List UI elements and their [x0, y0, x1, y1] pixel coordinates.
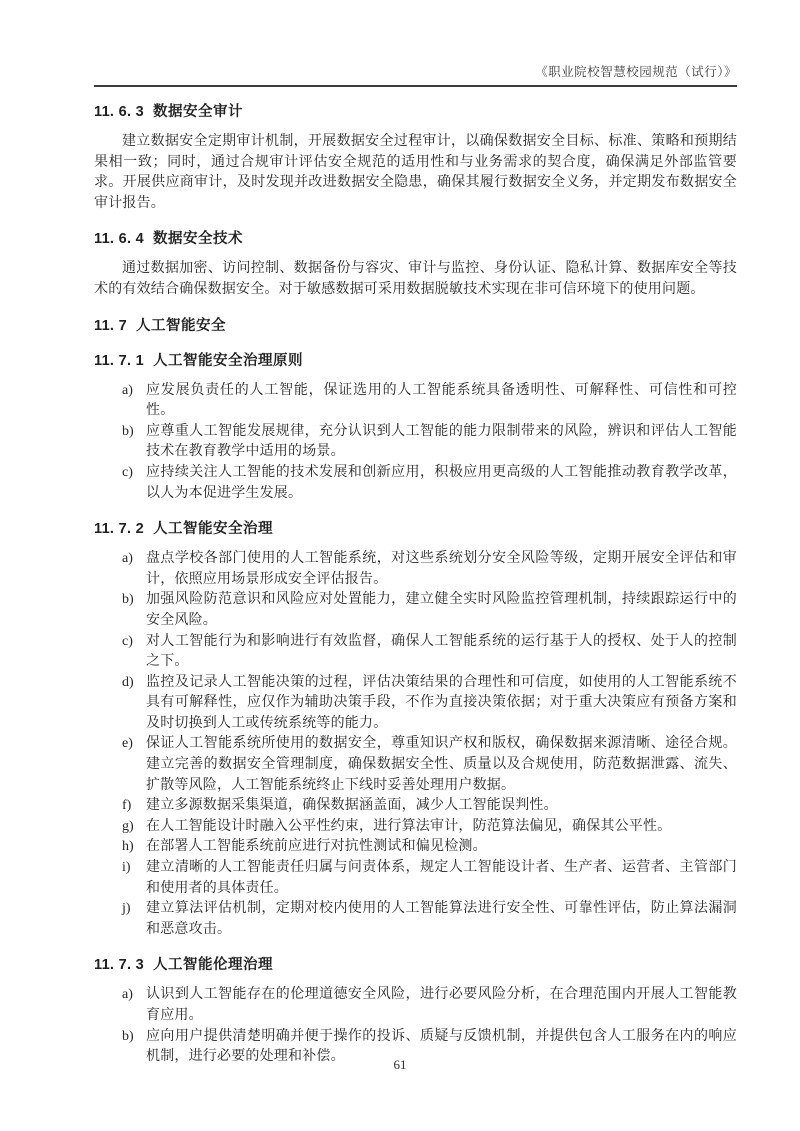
section-title: 人工智能伦理治理 [152, 957, 273, 974]
section-title: 数据安全技术 [152, 231, 243, 248]
section-heading-11-7 [94, 316, 737, 336]
list-item [122, 858, 737, 899]
list-item-text: 在人工智能设计时融入公平性约束，进行算法审计，防范算法偏见，确保其公平性。 [146, 818, 672, 834]
document-title: 《职业院校智慧校园规范（试行）》 [535, 65, 737, 79]
section-number: 11. 7. 3 [94, 957, 144, 974]
section-number: 11. 7. 1 [94, 352, 144, 369]
section-title: 人工智能安全治理原则 [152, 352, 303, 369]
list-item-text: 应尊重人工智能发展规律，充分认识到人工智能的能力限制带来的风险，辨识和评估人工智能技术在教育教学中适用的场景。 [146, 423, 737, 460]
list-item-marker: f) [122, 798, 132, 814]
paragraph-data-security-technology: 通过数据加密、访问控制、数据备份与容灾、审计与监控、身份认证、隐私计算、数据库安全等技术的有效结合确保数据安全。对于敏感数据可采用数据脱敏技术实现在非可信环境下的使用问题。 [94, 261, 737, 297]
section-heading-11-6-3 [94, 102, 737, 122]
clause-list-11-7-2 [122, 549, 737, 940]
page-footer [0, 1057, 800, 1073]
list-item [122, 899, 737, 940]
list-item-text: 保证人工智能系统所使用的数据安全，尊重知识产权和版权，确保数据来源清晰、途径合规。建立完善的数据安全管理制度，确保数据安全性、质量以及合规使用，防范数据泄露、流失、扩散等风险，人工智能系统终止下线时妥善处理用户数据。 [146, 736, 737, 793]
section-number: 11. 6. 3 [94, 104, 144, 120]
section-heading-11-7-1 [94, 351, 737, 371]
section-title: 人工智能安全 [135, 317, 226, 334]
running-header [94, 62, 737, 87]
list-item [122, 817, 737, 838]
list-item-text: 应发展负责任的人工智能，保证选用的人工智能系统具备透明性、可解释性、可信性和可控性。 [146, 382, 737, 419]
clause-list-11-7-3 [122, 985, 737, 1067]
list-item [122, 463, 737, 504]
list-item-marker: a) [122, 551, 133, 567]
list-item-text: 建立清晰的人工智能责任归属与问责体系，规定人工智能设计者、生产者、运营者、主管部门和使用者的具体责任。 [146, 860, 737, 896]
list-item [122, 796, 737, 817]
list-item-marker: h) [122, 839, 134, 855]
list-item-text: 在部署人工智能系统前应进行对抗性测试和偏见检测。 [146, 839, 487, 855]
list-item-marker: b) [122, 423, 134, 439]
list-item-marker: j) [122, 901, 131, 917]
list-item [122, 837, 737, 858]
list-item-marker: i) [122, 860, 131, 876]
list-item-marker: c) [122, 633, 133, 649]
list-item [122, 632, 737, 673]
list-item-text: 对人工智能行为和影响进行有效监督，确保人工智能系统的运行基于人的授权、处于人的控制之下。 [146, 633, 737, 670]
list-item-text: 建立算法评估机制，定期对校内使用的人工智能算法进行安全性、可靠性评估，防止算法漏洞和恶意攻击。 [146, 901, 737, 937]
list-item [122, 985, 737, 1026]
list-item-text: 监控及记录人工智能决策的过程，评估决策结果的合理性和可信度，如使用的人工智能系统不具有可解释性，应仅作为辅助决策手段，不作为直接决策依据；对于重大决策应有预备方案和及时切换到人工或传统系统等的能力。 [146, 674, 737, 731]
section-number: 11. 7. 2 [94, 521, 144, 538]
list-item-text: 加强风险防范意识和风险应对处置能力，建立健全实时风险监控管理机制，持续跟踪运行中的安全风险。 [146, 592, 737, 628]
list-item [122, 549, 737, 590]
list-item-marker: g) [122, 818, 134, 834]
section-title: 数据安全审计 [152, 104, 243, 120]
section-heading-11-6-4 [94, 229, 737, 249]
list-item-marker: a) [122, 382, 133, 398]
list-item-marker: e) [122, 736, 133, 752]
list-item-text: 认识到人工智能存在的伦理道德安全风险，进行必要风险分析，在合理范围内开展人工智能教育应用。 [146, 987, 737, 1023]
list-item [122, 673, 737, 735]
list-item [122, 381, 737, 422]
section-heading-11-7-2 [94, 519, 737, 539]
list-item [122, 422, 737, 463]
list-item [122, 734, 737, 796]
page-number: 61 [393, 1057, 407, 1072]
list-item-text: 盘点学校各部门使用的人工智能系统，对这些系统划分安全风险等级，定期开展安全评估和审计，依照应用场景形成安全评估报告。 [146, 551, 737, 587]
list-item-marker: b) [122, 592, 134, 608]
paragraph-data-security-audit: 建立数据安全定期审计机制，开展数据安全过程审计，以确保数据安全目标、标准、策略和预期结果相一致；同时，通过合规审计评估安全规范的适用性和与业务需求的契合度，确保满足外部监管要求。开展供应商审计，及时发现并改进数据安全隐患，确保其履行数据安全义务，并定期发布数据安全审计报告。 [94, 134, 737, 211]
list-item-text: 应持续关注人工智能的技术发展和创新应用，积极应用更高级的人工智能推动教育教学改革，以人为本促进学生发展。 [146, 464, 737, 501]
section-title: 人工智能安全治理 [152, 521, 273, 538]
section-number: 11. 7 [94, 317, 127, 334]
list-item [122, 590, 737, 631]
list-item-marker: a) [122, 987, 133, 1003]
section-heading-11-7-3 [94, 955, 737, 975]
list-item-marker: c) [122, 464, 133, 480]
clause-list-11-7-1 [122, 381, 737, 505]
section-number: 11. 6. 4 [94, 231, 144, 248]
list-item-marker: b) [122, 1028, 134, 1044]
list-item-marker: d) [122, 674, 134, 690]
list-item-text: 建立多源数据采集渠道，确保数据涵盖面，减少人工智能误判性。 [146, 798, 558, 814]
list-item-text: 应向用户提供清楚明确并便于操作的投诉、质疑与反馈机制，并提供包含人工服务在内的响应机制，进行必要的处理和补偿。 [146, 1028, 737, 1065]
